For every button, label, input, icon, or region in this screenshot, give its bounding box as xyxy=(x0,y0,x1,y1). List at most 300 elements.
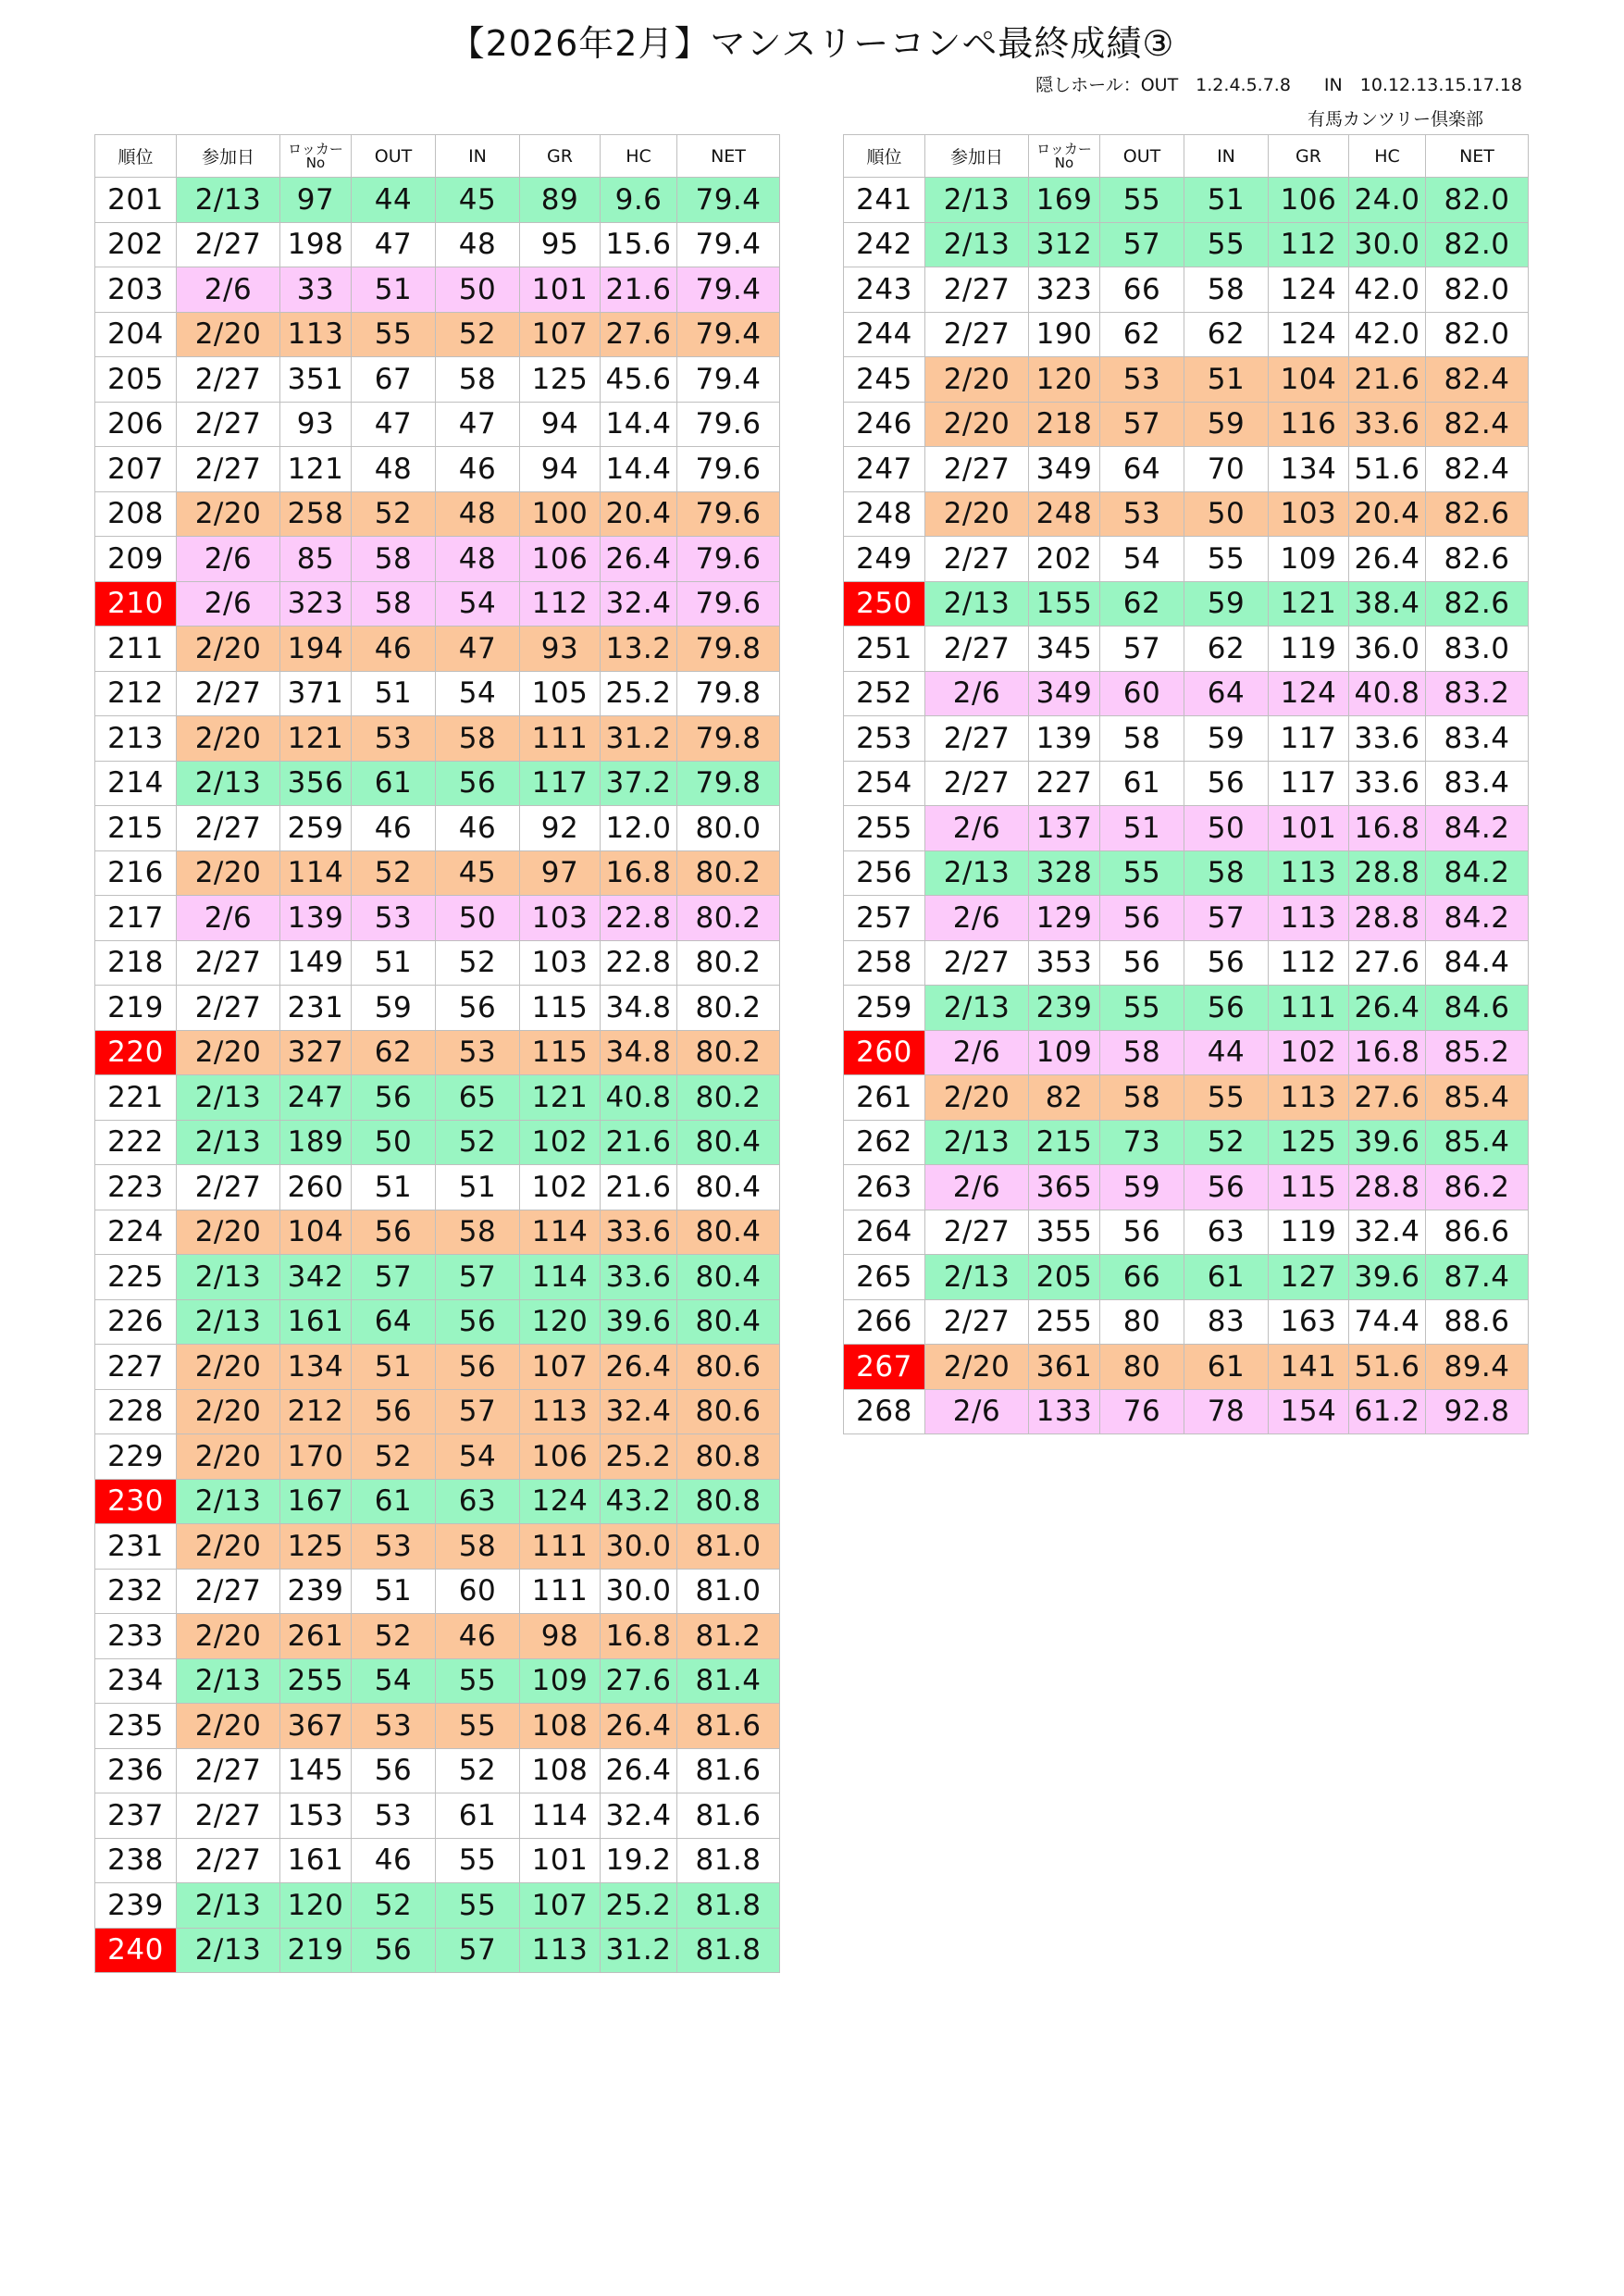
cell-rank: 252 xyxy=(844,671,925,716)
header-gr: GR xyxy=(520,135,601,178)
cell-in: 54 xyxy=(436,1434,520,1480)
cell-in: 56 xyxy=(1184,761,1269,806)
cell-out: 55 xyxy=(1100,178,1184,223)
cell-date: 2/13 xyxy=(177,1883,280,1929)
cell-hc: 30.0 xyxy=(601,1569,677,1614)
cell-locker: 133 xyxy=(1029,1389,1100,1434)
cell-gr: 117 xyxy=(1269,761,1349,806)
hidden-holes-out: 隠しホール：OUT 1.2.4.5.7.8 xyxy=(1035,75,1291,95)
cell-gr: 103 xyxy=(1269,491,1349,537)
cell-out: 64 xyxy=(1100,447,1184,492)
cell-locker: 161 xyxy=(280,1299,352,1345)
cell-net: 81.0 xyxy=(677,1524,780,1570)
cell-date: 2/27 xyxy=(925,761,1029,806)
cell-hc: 42.0 xyxy=(1349,267,1426,313)
cell-date: 2/20 xyxy=(925,491,1029,537)
cell-gr: 121 xyxy=(1269,581,1349,627)
cell-date: 2/27 xyxy=(925,627,1029,672)
cell-net: 85.2 xyxy=(1426,1030,1529,1075)
cell-date: 2/13 xyxy=(177,761,280,806)
cell-in: 52 xyxy=(436,940,520,986)
cell-net: 84.6 xyxy=(1426,986,1529,1031)
cell-in: 56 xyxy=(1184,1165,1269,1210)
cell-locker: 361 xyxy=(1029,1345,1100,1390)
cell-hc: 39.6 xyxy=(601,1299,677,1345)
cell-gr: 113 xyxy=(1269,896,1349,941)
cell-net: 86.6 xyxy=(1426,1210,1529,1255)
cell-out: 51 xyxy=(352,1345,436,1390)
cell-net: 80.4 xyxy=(677,1299,780,1345)
cell-hc: 22.8 xyxy=(601,940,677,986)
cell-in: 54 xyxy=(436,581,520,627)
cell-out: 52 xyxy=(352,1614,436,1659)
cell-rank: 243 xyxy=(844,267,925,313)
cell-in: 45 xyxy=(436,850,520,896)
header-locker-line2: No xyxy=(1054,154,1074,171)
table-row xyxy=(95,1389,780,1434)
cell-out: 58 xyxy=(1100,1075,1184,1121)
cell-locker: 85 xyxy=(280,537,352,582)
cell-hc: 25.2 xyxy=(601,1434,677,1480)
cell-out: 51 xyxy=(352,1165,436,1210)
cell-hc: 34.8 xyxy=(601,1030,677,1075)
cell-rank: 251 xyxy=(844,627,925,672)
cell-net: 89.4 xyxy=(1426,1345,1529,1390)
cell-locker: 114 xyxy=(280,850,352,896)
cell-date: 2/20 xyxy=(177,627,280,672)
cell-net: 85.4 xyxy=(1426,1075,1529,1121)
cell-out: 57 xyxy=(1100,222,1184,267)
cell-hc: 15.6 xyxy=(601,222,677,267)
cell-hc: 16.8 xyxy=(1349,806,1426,851)
cell-date: 2/20 xyxy=(177,491,280,537)
cell-in: 58 xyxy=(436,357,520,403)
cell-in: 50 xyxy=(1184,491,1269,537)
header-gr: GR xyxy=(1269,135,1349,178)
table-row xyxy=(95,1838,780,1883)
cell-hc: 32.4 xyxy=(601,1793,677,1839)
cell-rank: 245 xyxy=(844,357,925,403)
cell-in: 55 xyxy=(436,1883,520,1929)
table-row xyxy=(95,1165,780,1210)
header-out: OUT xyxy=(1100,135,1184,178)
cell-out: 61 xyxy=(352,1479,436,1524)
table-row xyxy=(95,1210,780,1255)
cell-rank: 246 xyxy=(844,402,925,447)
cell-in: 52 xyxy=(436,312,520,357)
cell-hc: 22.8 xyxy=(601,896,677,941)
cell-date: 2/27 xyxy=(177,1569,280,1614)
cell-gr: 108 xyxy=(520,1748,601,1793)
header-net: NET xyxy=(677,135,780,178)
cell-in: 51 xyxy=(1184,178,1269,223)
cell-gr: 111 xyxy=(520,1569,601,1614)
cell-gr: 116 xyxy=(1269,402,1349,447)
cell-locker: 231 xyxy=(280,986,352,1031)
cell-locker: 189 xyxy=(280,1120,352,1165)
cell-out: 59 xyxy=(352,986,436,1031)
cell-out: 51 xyxy=(1100,806,1184,851)
cell-in: 46 xyxy=(436,447,520,492)
cell-hc: 13.2 xyxy=(601,627,677,672)
cell-locker: 137 xyxy=(1029,806,1100,851)
cell-in: 59 xyxy=(1184,402,1269,447)
cell-hc: 16.8 xyxy=(601,1614,677,1659)
cell-locker: 260 xyxy=(280,1165,352,1210)
cell-locker: 255 xyxy=(280,1658,352,1704)
cell-locker: 190 xyxy=(1029,312,1100,357)
cell-rank: 224 xyxy=(95,1210,177,1255)
cell-out: 57 xyxy=(1100,627,1184,672)
cell-hc: 32.4 xyxy=(601,1389,677,1434)
cell-hc: 26.4 xyxy=(601,1704,677,1749)
cell-rank: 201 xyxy=(95,178,177,223)
cell-locker: 328 xyxy=(1029,850,1100,896)
cell-hc: 37.2 xyxy=(601,761,677,806)
cell-out: 51 xyxy=(352,1569,436,1614)
cell-out: 51 xyxy=(352,940,436,986)
table-row xyxy=(844,491,1529,537)
cell-locker: 255 xyxy=(1029,1299,1100,1345)
cell-date: 2/20 xyxy=(925,1345,1029,1390)
cell-out: 61 xyxy=(1100,761,1184,806)
results-body-left xyxy=(95,178,780,1973)
cell-hc: 74.4 xyxy=(1349,1299,1426,1345)
cell-gr: 113 xyxy=(1269,850,1349,896)
cell-gr: 127 xyxy=(1269,1255,1349,1300)
cell-out: 56 xyxy=(352,1075,436,1121)
table-row xyxy=(844,1210,1529,1255)
cell-date: 2/27 xyxy=(177,357,280,403)
cell-gr: 102 xyxy=(1269,1030,1349,1075)
cell-locker: 247 xyxy=(280,1075,352,1121)
cell-locker: 120 xyxy=(280,1883,352,1929)
cell-net: 83.2 xyxy=(1426,671,1529,716)
cell-in: 52 xyxy=(436,1120,520,1165)
cell-date: 2/20 xyxy=(177,1434,280,1480)
cell-net: 80.4 xyxy=(677,1210,780,1255)
cell-out: 47 xyxy=(352,222,436,267)
table-row xyxy=(95,627,780,672)
cell-date: 2/6 xyxy=(925,1389,1029,1434)
cell-locker: 327 xyxy=(280,1030,352,1075)
cell-hc: 33.6 xyxy=(1349,402,1426,447)
cell-out: 46 xyxy=(352,806,436,851)
cell-hc: 21.6 xyxy=(601,267,677,313)
cell-date: 2/20 xyxy=(177,1704,280,1749)
cell-date: 2/20 xyxy=(925,1075,1029,1121)
cell-locker: 97 xyxy=(280,178,352,223)
cell-out: 48 xyxy=(352,447,436,492)
cell-locker: 345 xyxy=(1029,627,1100,672)
cell-locker: 170 xyxy=(280,1434,352,1480)
table-row xyxy=(95,312,780,357)
cell-date: 2/13 xyxy=(177,1658,280,1704)
cell-gr: 101 xyxy=(1269,806,1349,851)
table-row xyxy=(844,627,1529,672)
cell-date: 2/6 xyxy=(925,896,1029,941)
cell-rank: 238 xyxy=(95,1838,177,1883)
cell-gr: 111 xyxy=(1269,986,1349,1031)
header-hc: HC xyxy=(1349,135,1426,178)
cell-locker: 82 xyxy=(1029,1075,1100,1121)
cell-net: 81.8 xyxy=(677,1883,780,1929)
cell-locker: 371 xyxy=(280,671,352,716)
cell-rank: 207 xyxy=(95,447,177,492)
cell-gr: 114 xyxy=(520,1793,601,1839)
cell-date: 2/27 xyxy=(177,940,280,986)
cell-in: 46 xyxy=(436,806,520,851)
cell-hc: 31.2 xyxy=(601,716,677,762)
cell-date: 2/13 xyxy=(925,581,1029,627)
cell-out: 56 xyxy=(352,1928,436,1973)
cell-net: 86.2 xyxy=(1426,1165,1529,1210)
cell-gr: 134 xyxy=(1269,447,1349,492)
cell-net: 80.2 xyxy=(677,1075,780,1121)
cell-in: 48 xyxy=(436,491,520,537)
cell-hc: 45.6 xyxy=(601,357,677,403)
cell-in: 59 xyxy=(1184,581,1269,627)
cell-locker: 353 xyxy=(1029,940,1100,986)
cell-date: 2/13 xyxy=(177,1255,280,1300)
cell-hc: 27.6 xyxy=(1349,940,1426,986)
cell-out: 64 xyxy=(352,1299,436,1345)
cell-hc: 25.2 xyxy=(601,1883,677,1929)
cell-date: 2/27 xyxy=(925,447,1029,492)
cell-in: 52 xyxy=(436,1748,520,1793)
table-row xyxy=(844,178,1529,223)
cell-net: 82.0 xyxy=(1426,267,1529,313)
header-row xyxy=(95,135,780,178)
header-locker-line1: ロッカー xyxy=(1036,140,1092,157)
cell-out: 51 xyxy=(352,267,436,313)
cell-in: 60 xyxy=(436,1569,520,1614)
cell-gr: 113 xyxy=(1269,1075,1349,1121)
cell-rank: 206 xyxy=(95,402,177,447)
cell-locker: 113 xyxy=(280,312,352,357)
cell-rank: 260 xyxy=(844,1030,925,1075)
cell-net: 81.6 xyxy=(677,1704,780,1749)
cell-locker: 139 xyxy=(1029,716,1100,762)
cell-in: 58 xyxy=(1184,850,1269,896)
cell-out: 60 xyxy=(1100,671,1184,716)
cell-locker: 134 xyxy=(280,1345,352,1390)
cell-out: 46 xyxy=(352,627,436,672)
cell-date: 2/20 xyxy=(177,716,280,762)
cell-net: 80.8 xyxy=(677,1479,780,1524)
cell-in: 57 xyxy=(436,1389,520,1434)
cell-out: 56 xyxy=(1100,1210,1184,1255)
cell-locker: 125 xyxy=(280,1524,352,1570)
cell-locker: 161 xyxy=(280,1838,352,1883)
cell-locker: 349 xyxy=(1029,671,1100,716)
cell-in: 62 xyxy=(1184,312,1269,357)
cell-in: 51 xyxy=(1184,357,1269,403)
cell-locker: 109 xyxy=(1029,1030,1100,1075)
cell-hc: 39.6 xyxy=(1349,1255,1426,1300)
table-row xyxy=(95,1120,780,1165)
cell-date: 2/6 xyxy=(925,1165,1029,1210)
cell-in: 56 xyxy=(1184,986,1269,1031)
cell-out: 54 xyxy=(1100,537,1184,582)
table-row xyxy=(95,1883,780,1929)
cell-in: 56 xyxy=(436,1345,520,1390)
cell-net: 83.0 xyxy=(1426,627,1529,672)
cell-hc: 27.6 xyxy=(1349,1075,1426,1121)
cell-in: 61 xyxy=(436,1793,520,1839)
cell-net: 82.4 xyxy=(1426,357,1529,403)
cell-net: 79.4 xyxy=(677,312,780,357)
table-row xyxy=(95,806,780,851)
table-row xyxy=(95,671,780,716)
table-row xyxy=(95,1748,780,1793)
cell-out: 52 xyxy=(352,1883,436,1929)
cell-net: 81.0 xyxy=(677,1569,780,1614)
cell-date: 2/13 xyxy=(177,178,280,223)
cell-rank: 242 xyxy=(844,222,925,267)
cell-net: 79.8 xyxy=(677,671,780,716)
cell-date: 2/27 xyxy=(177,671,280,716)
cell-in: 45 xyxy=(436,178,520,223)
cell-rank: 267 xyxy=(844,1345,925,1390)
cell-in: 65 xyxy=(436,1075,520,1121)
cell-date: 2/27 xyxy=(177,1838,280,1883)
results-table-right xyxy=(843,134,1529,1434)
cell-locker: 202 xyxy=(1029,537,1100,582)
table-row xyxy=(844,581,1529,627)
cell-net: 79.6 xyxy=(677,537,780,582)
cell-out: 62 xyxy=(1100,312,1184,357)
cell-locker: 212 xyxy=(280,1389,352,1434)
cell-out: 53 xyxy=(352,1704,436,1749)
cell-out: 52 xyxy=(352,1434,436,1480)
cell-date: 2/13 xyxy=(925,986,1029,1031)
cell-hc: 36.0 xyxy=(1349,627,1426,672)
cell-locker: 205 xyxy=(1029,1255,1100,1300)
cell-in: 56 xyxy=(436,986,520,1031)
cell-locker: 248 xyxy=(1029,491,1100,537)
cell-rank: 261 xyxy=(844,1075,925,1121)
table-row xyxy=(844,312,1529,357)
cell-gr: 112 xyxy=(520,581,601,627)
cell-gr: 105 xyxy=(520,671,601,716)
cell-date: 2/20 xyxy=(925,357,1029,403)
cell-locker: 104 xyxy=(280,1210,352,1255)
cell-gr: 109 xyxy=(520,1658,601,1704)
header-locker-line2: No xyxy=(305,154,326,171)
cell-net: 79.4 xyxy=(677,178,780,223)
cell-rank: 244 xyxy=(844,312,925,357)
cell-in: 47 xyxy=(436,402,520,447)
cell-gr: 104 xyxy=(1269,357,1349,403)
cell-date: 2/27 xyxy=(177,402,280,447)
cell-rank: 205 xyxy=(95,357,177,403)
cell-hc: 30.0 xyxy=(601,1524,677,1570)
cell-date: 2/6 xyxy=(925,806,1029,851)
cell-net: 82.6 xyxy=(1426,537,1529,582)
cell-date: 2/13 xyxy=(925,1120,1029,1165)
table-row xyxy=(95,357,780,403)
cell-net: 81.6 xyxy=(677,1793,780,1839)
cell-in: 57 xyxy=(1184,896,1269,941)
cell-net: 79.6 xyxy=(677,491,780,537)
cell-hc: 14.4 xyxy=(601,402,677,447)
cell-gr: 124 xyxy=(1269,312,1349,357)
cell-locker: 239 xyxy=(1029,986,1100,1031)
table-row xyxy=(844,1345,1529,1390)
cell-out: 54 xyxy=(352,1658,436,1704)
cell-rank: 226 xyxy=(95,1299,177,1345)
cell-out: 58 xyxy=(352,581,436,627)
cell-gr: 113 xyxy=(520,1389,601,1434)
cell-net: 80.4 xyxy=(677,1255,780,1300)
cell-rank: 250 xyxy=(844,581,925,627)
cell-rank: 241 xyxy=(844,178,925,223)
cell-locker: 121 xyxy=(280,447,352,492)
table-row xyxy=(844,1120,1529,1165)
cell-rank: 213 xyxy=(95,716,177,762)
cell-hc: 31.2 xyxy=(601,1928,677,1973)
table-row xyxy=(844,1075,1529,1121)
cell-gr: 119 xyxy=(1269,627,1349,672)
cell-out: 62 xyxy=(1100,581,1184,627)
cell-out: 67 xyxy=(352,357,436,403)
cell-net: 82.6 xyxy=(1426,581,1529,627)
cell-locker: 155 xyxy=(1029,581,1100,627)
cell-rank: 212 xyxy=(95,671,177,716)
cell-out: 53 xyxy=(352,1793,436,1839)
cell-date: 2/13 xyxy=(177,1299,280,1345)
cell-net: 79.4 xyxy=(677,222,780,267)
cell-gr: 112 xyxy=(1269,940,1349,986)
table-row xyxy=(95,1793,780,1839)
cell-rank: 230 xyxy=(95,1479,177,1524)
cell-gr: 107 xyxy=(520,1345,601,1390)
cell-date: 2/13 xyxy=(177,1928,280,1973)
cell-net: 84.4 xyxy=(1426,940,1529,986)
cell-gr: 108 xyxy=(520,1704,601,1749)
cell-net: 80.6 xyxy=(677,1389,780,1434)
cell-gr: 89 xyxy=(520,178,601,223)
cell-rank: 247 xyxy=(844,447,925,492)
cell-locker: 355 xyxy=(1029,1210,1100,1255)
cell-in: 55 xyxy=(1184,1075,1269,1121)
cell-out: 76 xyxy=(1100,1389,1184,1434)
cell-net: 79.4 xyxy=(677,357,780,403)
table-row xyxy=(95,1030,780,1075)
cell-hc: 43.2 xyxy=(601,1479,677,1524)
cell-net: 80.2 xyxy=(677,1030,780,1075)
cell-in: 55 xyxy=(1184,537,1269,582)
page-title: 【2026年2月】マンスリーコンペ最終成績③ xyxy=(449,23,1175,64)
cell-date: 2/13 xyxy=(925,222,1029,267)
cell-in: 48 xyxy=(436,537,520,582)
cell-net: 88.6 xyxy=(1426,1299,1529,1345)
cell-date: 2/20 xyxy=(177,1210,280,1255)
cell-gr: 117 xyxy=(1269,716,1349,762)
table-row xyxy=(95,267,780,313)
header-date: 参加日 xyxy=(177,135,280,178)
cell-locker: 351 xyxy=(280,357,352,403)
cell-hc: 9.6 xyxy=(601,178,677,223)
cell-out: 56 xyxy=(1100,896,1184,941)
cell-gr: 109 xyxy=(1269,537,1349,582)
cell-date: 2/27 xyxy=(925,537,1029,582)
header-rank: 順位 xyxy=(844,135,925,178)
cell-gr: 95 xyxy=(520,222,601,267)
cell-date: 2/27 xyxy=(925,1210,1029,1255)
cell-locker: 129 xyxy=(1029,896,1100,941)
